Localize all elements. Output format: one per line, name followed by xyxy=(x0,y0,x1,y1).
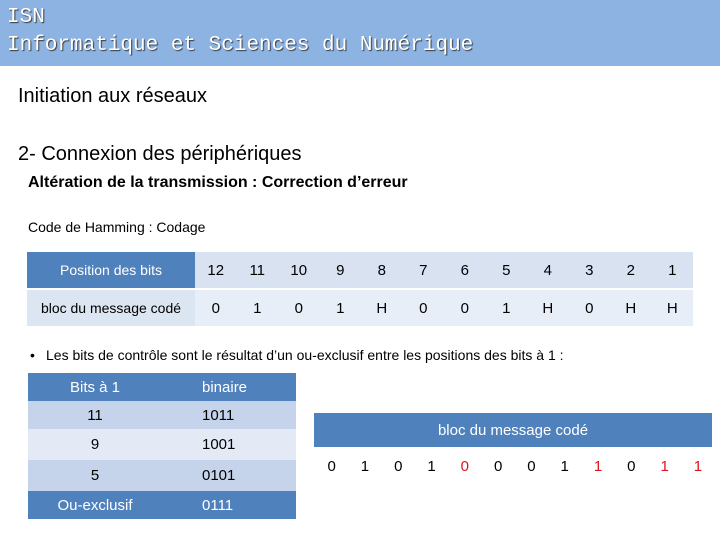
position-cell: 2 xyxy=(610,252,652,288)
position-cell: 8 xyxy=(361,252,403,288)
footer-value: 0111 xyxy=(202,496,234,514)
position-cell: 12 xyxy=(195,252,237,288)
bullet-icon: • xyxy=(30,347,35,363)
column-header: Bits à 1 xyxy=(69,378,121,396)
result-bit: 0 xyxy=(627,458,636,475)
row-header: Position des bits xyxy=(27,252,195,288)
table-row xyxy=(28,401,296,429)
header-banner xyxy=(0,0,720,66)
xor-table xyxy=(28,373,296,519)
control-bit: 1 xyxy=(660,458,669,475)
table-footer-row xyxy=(28,491,296,519)
position-cell: 11 xyxy=(237,252,279,288)
result-bit: 1 xyxy=(427,458,436,475)
bit-cell: 0 xyxy=(403,290,445,326)
column-header: binaire xyxy=(202,378,248,396)
position-cell: 4 xyxy=(527,252,569,288)
bit-cell: H xyxy=(361,290,403,326)
position-cell: 10 xyxy=(278,252,320,288)
banner-subtitle: Informatique et Sciences du Numérique xyxy=(7,34,474,57)
position-value: 9 xyxy=(90,436,100,453)
position-cell: 3 xyxy=(569,252,611,288)
result-bit: 1 xyxy=(560,458,569,475)
bullet-point xyxy=(30,347,564,363)
position-value: 11 xyxy=(87,406,103,424)
bit-cell: 1 xyxy=(237,290,279,326)
table-row xyxy=(28,460,296,491)
bit-cell: 0 xyxy=(569,290,611,326)
binary-value: 1001 xyxy=(202,436,236,453)
bit-cell: 1 xyxy=(320,290,362,326)
section-title: Initiation aux réseaux xyxy=(18,85,208,107)
control-bit: 1 xyxy=(593,458,603,475)
bit-cell: H xyxy=(652,290,694,326)
bit-cell: 0 xyxy=(444,290,486,326)
position-cell: 6 xyxy=(444,252,486,288)
control-bit: 1 xyxy=(693,458,703,475)
position-cell: 7 xyxy=(403,252,445,288)
bit-positions-row xyxy=(27,252,703,288)
bit-cell: H xyxy=(610,290,652,326)
hamming-heading: Code de Hamming : Codage xyxy=(28,219,206,235)
position-cell: 9 xyxy=(320,252,362,288)
result-bit: 0 xyxy=(493,458,503,475)
table-header-row xyxy=(28,373,296,401)
result-bit: 0 xyxy=(327,458,336,475)
bit-cell: 0 xyxy=(195,290,237,326)
binary-value: 1011 xyxy=(202,406,235,424)
control-bit: 0 xyxy=(460,458,469,475)
table-row xyxy=(28,429,296,460)
position-cell: 5 xyxy=(486,252,528,288)
result-bit: 0 xyxy=(527,458,536,475)
bullet-text: Les bits de contrôle sont le résultat d’un ou-exclusif entre les positions des bits à 1 : xyxy=(46,347,564,363)
result-bits-row xyxy=(315,458,715,475)
bit-cell: H xyxy=(527,290,569,326)
coded-message-row xyxy=(27,290,703,326)
binary-value: 0101 xyxy=(202,467,236,484)
footer-label: Ou-exclusif xyxy=(57,496,133,514)
bit-cell: 1 xyxy=(486,290,528,326)
position-cell: 1 xyxy=(652,252,694,288)
result-header: bloc du message codé xyxy=(314,413,712,447)
result-bit: 0 xyxy=(394,458,403,475)
row-header: bloc du message codé xyxy=(27,290,195,326)
subsection-title: 2- Connexion des périphériques xyxy=(18,143,302,165)
result-bit: 1 xyxy=(360,458,370,475)
bit-cell: 0 xyxy=(278,290,320,326)
topic-heading: Altération de la transmission : Correction d’erreur xyxy=(28,174,408,191)
position-value: 5 xyxy=(90,467,100,484)
banner-title: ISN xyxy=(7,6,45,29)
